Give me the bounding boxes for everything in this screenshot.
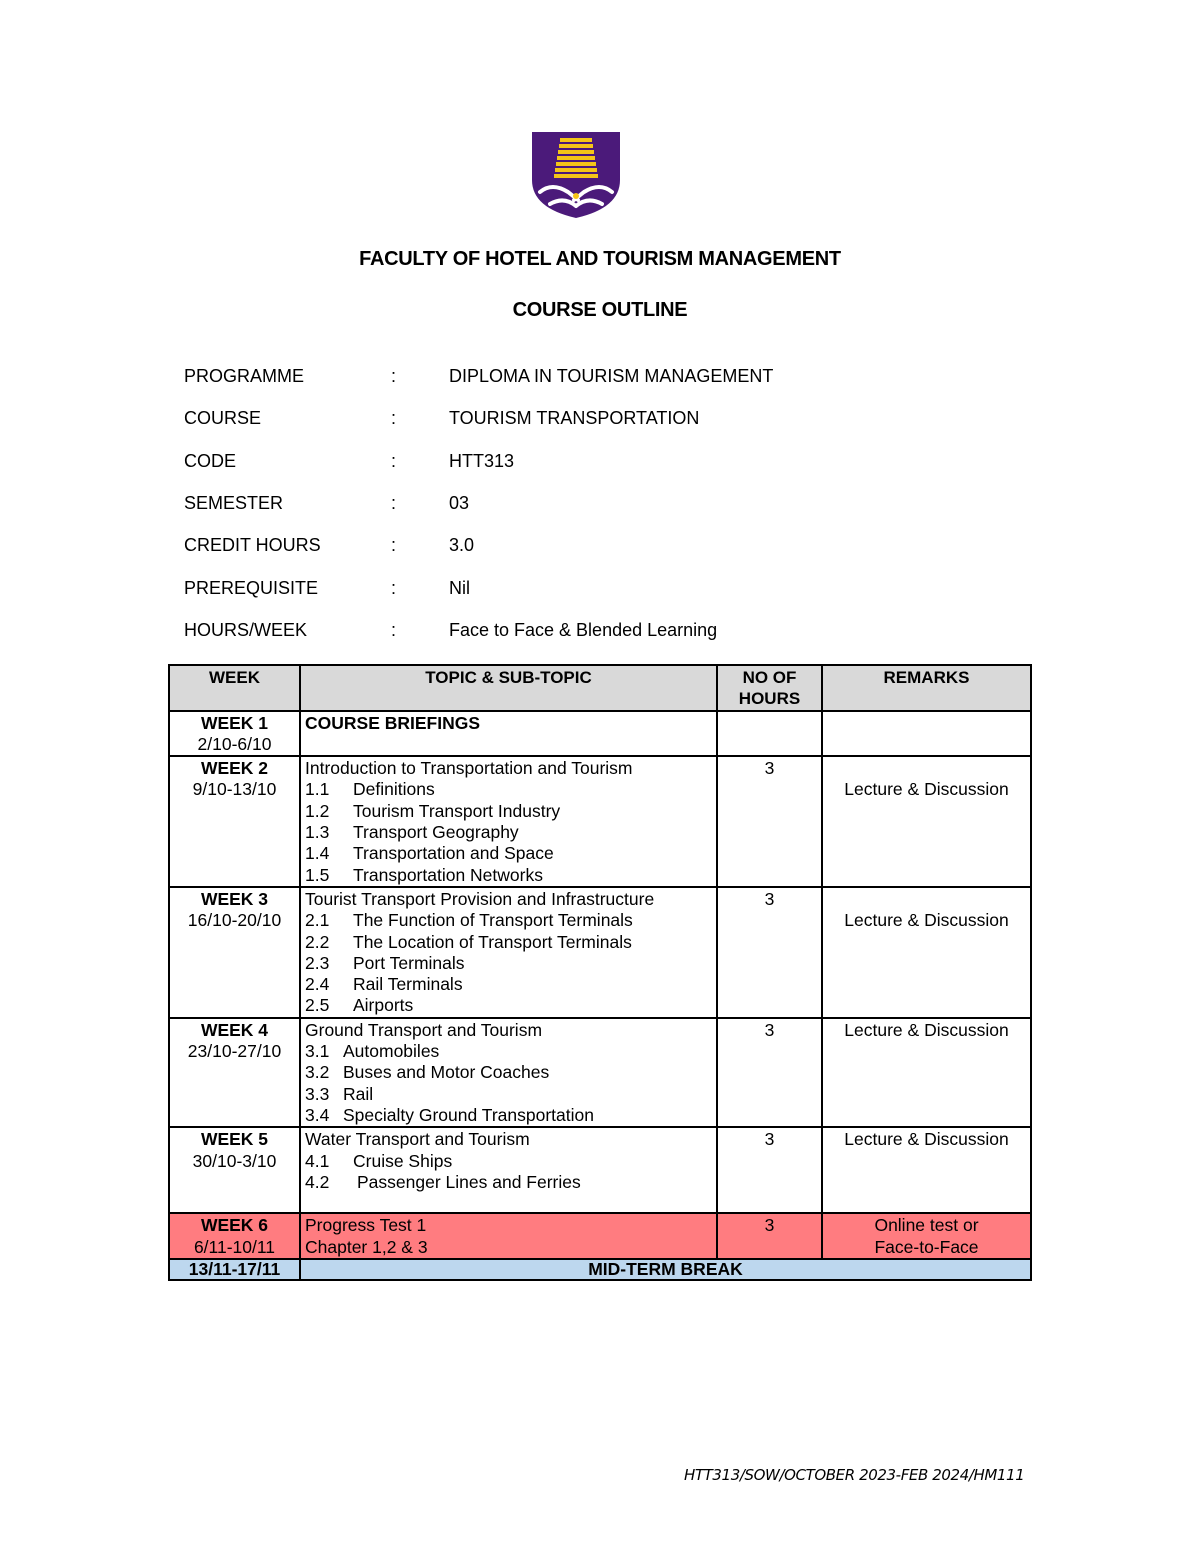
table-row	[169, 887, 1031, 1018]
week-label: WEEK 4	[200, 1019, 269, 1040]
subtopic-text: Cruise Ships	[353, 1150, 453, 1171]
document-title: COURSE OUTLINE	[512, 299, 688, 321]
topic-title: COURSE BRIEFINGS	[305, 712, 481, 733]
subtopic-item	[305, 801, 712, 822]
subtopic-item	[305, 953, 712, 974]
subtopic-item	[305, 865, 712, 886]
subtopic-item	[305, 1151, 712, 1172]
week-label: WEEK 3	[200, 888, 269, 909]
topic-cell	[300, 1127, 717, 1213]
subtopic-number: 1.2	[305, 800, 330, 821]
week-label: WEEK 5	[200, 1129, 269, 1150]
week-cell	[169, 1213, 300, 1259]
subtopic-number: 1.3	[305, 822, 330, 843]
subtopic-text: Buses and Motor Coaches	[343, 1062, 550, 1083]
week-date: 30/10-3/10	[192, 1150, 277, 1171]
meta-label: PROGRAMME	[184, 366, 305, 386]
topic-cell	[300, 887, 717, 1018]
break-label-cell: MID-TERM BREAK	[300, 1259, 1031, 1280]
topic-cell	[300, 756, 717, 887]
subtopic-item	[305, 1062, 712, 1083]
subtopic-item	[305, 1172, 712, 1193]
week-cell	[169, 711, 300, 757]
table-row	[169, 756, 1031, 887]
remarks-text: Online test or	[874, 1215, 979, 1236]
subtopic-text: The Function of Transport Terminals	[353, 910, 633, 931]
subtopic-number: 2.1	[305, 910, 330, 931]
header-hours	[717, 665, 822, 711]
subtopic-number: 3.1	[305, 1041, 330, 1062]
week-label: WEEK 2	[200, 758, 269, 779]
topic-title: Ground Transport and Tourism	[305, 1019, 543, 1040]
meta-colon: :	[391, 408, 397, 428]
remarks-cell	[822, 756, 1031, 887]
hours-cell	[717, 711, 822, 757]
week-cell	[169, 756, 300, 887]
subtopic-item	[305, 974, 712, 995]
table-row	[169, 1127, 1031, 1213]
subtopic-number: 2.3	[305, 952, 330, 973]
meta-value: HTT313	[449, 451, 515, 471]
hours-cell: 3	[717, 887, 822, 1018]
table-header-row	[169, 665, 1031, 711]
week-date: 9/10-13/10	[192, 779, 277, 800]
subtopic-item	[305, 995, 712, 1016]
meta-colon: :	[391, 578, 397, 598]
subtopic-text: Rail Terminals	[353, 974, 463, 995]
hours-cell: 3	[717, 756, 822, 887]
remarks-cell	[822, 1213, 1031, 1259]
meta-colon: :	[391, 493, 397, 513]
remarks-spacer	[827, 758, 1026, 779]
subtopic-text: Automobiles	[343, 1041, 440, 1062]
meta-label: COURSE	[184, 408, 262, 428]
meta-value: DIPLOMA IN TOURISM MANAGEMENT	[449, 366, 774, 386]
subtopic-text: Transportation Networks	[353, 864, 543, 885]
week-label: WEEK 6	[200, 1215, 269, 1236]
header-topic: TOPIC & SUB-TOPIC	[300, 665, 717, 711]
subtopic-number: 1.4	[305, 843, 330, 864]
topic-title: Introduction to Transportation and Tourism	[305, 758, 633, 779]
course-schedule-table	[168, 664, 1032, 1281]
remarks-cell	[822, 711, 1031, 757]
hours-cell: 3	[717, 1018, 822, 1127]
remarks-cell: Lecture & Discussion	[822, 1018, 1031, 1127]
remarks-text: Lecture & Discussion	[844, 779, 1009, 800]
topic-title: Tourist Transport Provision and Infrastructure	[305, 888, 655, 909]
header-hours-line2: HOURS	[738, 689, 801, 709]
header-remarks: REMARKS	[822, 665, 1031, 711]
remarks-text-line2: Face-to-Face	[874, 1236, 979, 1257]
topic-title: Progress Test 1	[305, 1215, 427, 1236]
subtopic-number: 4.1	[305, 1150, 330, 1171]
meta-label: SEMESTER	[184, 493, 284, 513]
subtopic-text: Airports	[353, 995, 414, 1016]
week-date: 16/10-20/10	[187, 910, 282, 931]
remarks-spacer	[827, 889, 1026, 910]
meta-row-credit-hours	[0, 535, 1200, 559]
subtopic-item	[305, 843, 712, 864]
subtopic-item	[305, 822, 712, 843]
hours-cell: 3	[717, 1213, 822, 1259]
week-label: WEEK 1	[200, 712, 269, 733]
week-cell	[169, 1018, 300, 1127]
subtopic-text: Rail	[343, 1083, 374, 1104]
meta-colon: :	[391, 451, 397, 471]
subtopic-text: Specialty Ground Transportation	[343, 1104, 594, 1125]
meta-row-prerequisite	[0, 578, 1200, 602]
subtopic-number: 2.4	[305, 974, 330, 995]
meta-row-programme	[0, 366, 1200, 390]
topic-title-line2: Chapter 1,2 & 3	[305, 1236, 428, 1257]
header-week: WEEK	[169, 665, 300, 711]
meta-label: CODE	[184, 451, 237, 471]
subtopic-text: Transportation and Space	[353, 843, 554, 864]
meta-colon: :	[391, 535, 397, 555]
subtopic-item	[305, 1084, 712, 1105]
break-date-cell: 13/11-17/11	[169, 1259, 300, 1280]
meta-value: Face to Face & Blended Learning	[449, 620, 718, 640]
faculty-heading: FACULTY OF HOTEL AND TOURISM MANAGEMENT	[359, 248, 841, 270]
header-hours-line1: NO OF	[742, 668, 797, 687]
subtopic-item	[305, 779, 712, 800]
subtopic-text: Tourism Transport Industry	[353, 800, 561, 821]
table-row-mid-term-break	[169, 1259, 1031, 1280]
subtopic-item	[305, 1041, 712, 1062]
subtopic-text: Port Terminals	[353, 952, 465, 973]
subtopic-number: 2.5	[305, 995, 330, 1016]
meta-value: 3.0	[449, 535, 475, 555]
subtopic-text: Definitions	[353, 779, 435, 800]
topic-title: Water Transport and Tourism	[305, 1129, 530, 1150]
week-date: 23/10-27/10	[187, 1041, 282, 1062]
meta-colon: :	[391, 620, 397, 640]
table-row	[169, 711, 1031, 757]
meta-value: TOURISM TRANSPORTATION	[449, 408, 700, 428]
subtopic-number: 1.1	[305, 779, 330, 800]
week-cell	[169, 887, 300, 1018]
remarks-text: Lecture & Discussion	[844, 909, 1009, 930]
subtopic-number: 2.2	[305, 931, 330, 952]
week-date: 6/11-10/11	[193, 1236, 276, 1257]
subtopic-number: 4.2	[305, 1171, 330, 1192]
remarks-cell: Lecture & Discussion	[822, 1127, 1031, 1213]
subtopic-text: Transport Geography	[353, 822, 519, 843]
table-row-progress-test	[169, 1213, 1031, 1259]
subtopic-number: 3.2	[305, 1062, 330, 1083]
meta-value: 03	[449, 493, 470, 513]
week-cell	[169, 1127, 300, 1213]
meta-label: PREREQUISITE	[184, 578, 319, 598]
meta-value: Nil	[449, 578, 470, 598]
subtopic-item	[305, 910, 712, 931]
subtopic-text: The Location of Transport Terminals	[353, 931, 632, 952]
topic-cell	[300, 1018, 717, 1127]
document-footer-code: HTT313/SOW/OCTOBER 2023-FEB 2024/HM111	[684, 1466, 1025, 1484]
table-row	[169, 1018, 1031, 1127]
subtopic-text: Passenger Lines and Ferries	[357, 1171, 581, 1192]
subtopic-number: 3.4	[305, 1104, 330, 1125]
topic-cell	[300, 711, 717, 757]
subtopic-number: 3.3	[305, 1083, 330, 1104]
subtopic-item	[305, 932, 712, 953]
meta-label: HOURS/WEEK	[184, 620, 308, 640]
meta-label: CREDIT HOURS	[184, 535, 321, 555]
meta-row-semester	[0, 493, 1200, 517]
subtopic-item	[305, 1105, 712, 1126]
university-crest-icon	[530, 130, 622, 220]
week-date: 2/10-6/10	[197, 733, 272, 754]
subtopic-number: 1.5	[305, 864, 330, 885]
remarks-cell	[822, 887, 1031, 1018]
meta-row-hours-week	[0, 620, 1200, 644]
meta-row-code	[0, 451, 1200, 475]
meta-colon: :	[391, 366, 397, 386]
hours-cell: 3	[717, 1127, 822, 1213]
meta-row-course	[0, 408, 1200, 432]
topic-cell	[300, 1213, 717, 1259]
